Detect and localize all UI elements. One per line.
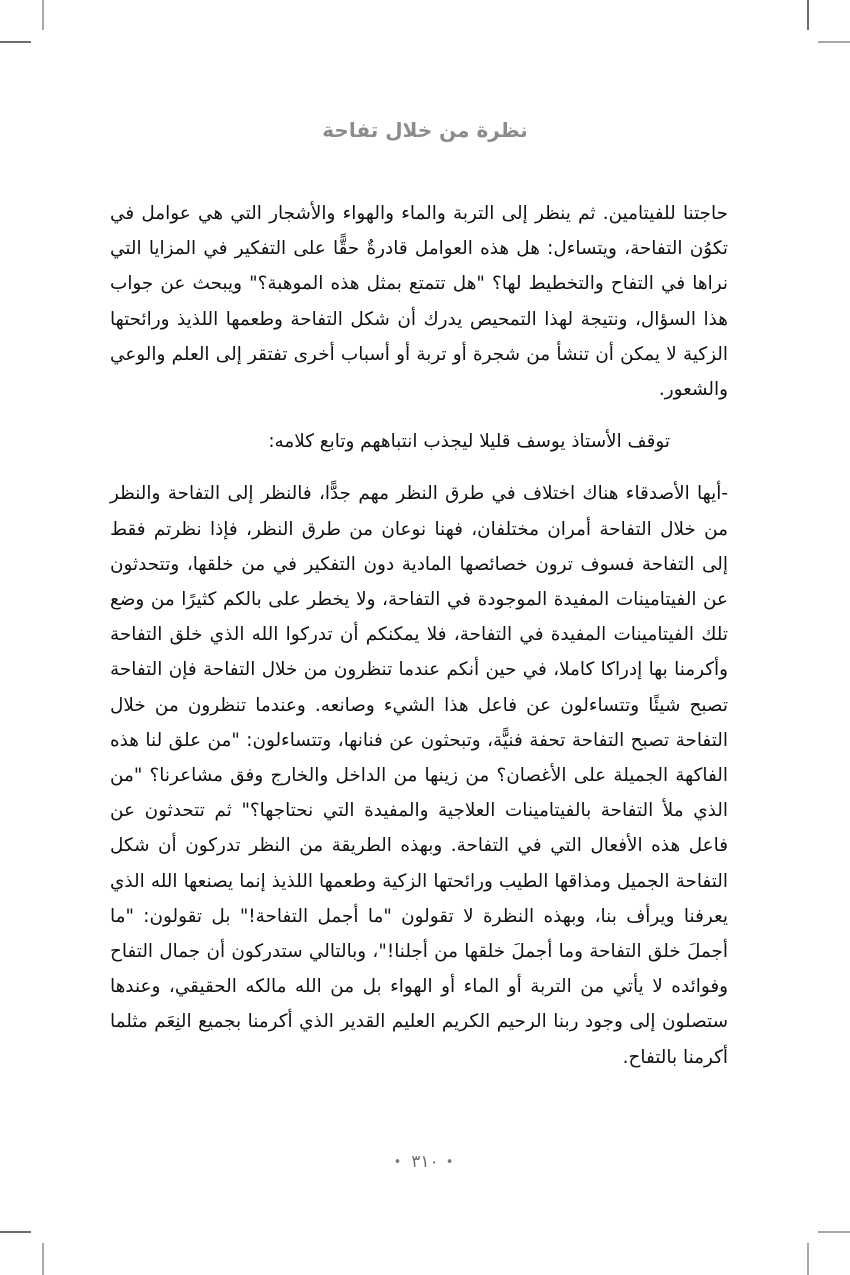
crop-mark-top-left-vertical [42, 0, 44, 30]
running-head: نظرة من خلال تفاحة [322, 118, 528, 142]
crop-mark-bottom-right-horizontal [818, 1231, 850, 1233]
crop-mark-top-left-horizontal [0, 41, 31, 43]
folio-dot-left: • [393, 1154, 405, 1170]
folio [0, 1152, 850, 1172]
paragraph-2: توقف الأستاذ يوسف قليلا ليجذب انتباههم وتابع كلامه: [268, 431, 670, 453]
crop-mark-top-right-horizontal [818, 41, 850, 43]
body-text [110, 196, 728, 1075]
crop-mark-bottom-left-vertical [42, 1243, 44, 1275]
folio-dot-right: • [445, 1154, 457, 1170]
crop-mark-bottom-left-horizontal [0, 1231, 31, 1233]
paragraph-3: -أيها الأصدقاء هناك اختلاف في طرق النظر مهم جدًّا، فالنظر إلى التفاحة والنظر من خلال التفاحة أمران مختلفان، فهنا نوعان من طرق النظر، فإذا نظرتم فقط إلى التفاحة فسوف ترون خصائصها المادية دون التفكير في من خلقها، وتتحدثون عن الفيتامينات المفيدة الموجودة في التفاحة، ولا يخطر على بالكم كثيرًا من وضع تلك الفيتامينات المفيدة في التفاحة، فلا يمكنكم أن تدركوا الله الذي خلق التفاحة وأكرمنا بها إدراكا كاملا، في حين أنكم عندما تنظرون من خلال التفاحة فإن التفاحة تصبح شيئًا وتتساءلون عن فاعل هذا الشيء وصانعه. وعندما تنظرون من خلال التفاحة تصبح التفاحة تحفة فنيًّة، وتبحثون عن فنانها، وتتساءلون: "من علق لنا هذه الفاكهة الجميلة على الأغصان؟ من زينها من الداخل والخارج وفق مشاعرنا؟ "من الذي ملأ التفاحة بالفيتامينات العلاجية والمفيدة التي نحتاجها؟" ثم تتحدثون عن فاعل هذه الأفعال التي في التفاحة. وبهذه الطريقة من النظر تدركون أن شكل التفاحة الجميل ومذاقها الطيب ورائحتها الزكية وطعمها اللذيذ إنما يصنعها الله الذي يعرفنا ويرأف بنا، وبهذه النظرة لا تقولون "ما أجمل التفاحة!" بل تقولون: "ما أجملَ خلق التفاحة وما أجملَ خلقها من أجلنا!"، وبالتالي ستدركون أن جمال التفاح وفوائده لا يأتي من التربة أو الماء أو الهواء بل من الله مالكه الحقيقي، وعندها ستصلون إلى وجود ربنا الرحيم الكريم العليم القدير الذي أكرمنا بجميع النِعَم مثلما أكرمنا بالتفاح. [110, 483, 728, 1068]
crop-mark-bottom-right-vertical [807, 1243, 809, 1275]
paragraph-1: حاجتنا للفيتامين. ثم ينظر إلى التربة والماء والهواء والأشجار التي هي عوامل في تكوُن التفاحة، ويتساءل: هل هذه العوامل قادرةٌ حقًّا على التفكير في المزايا التي نراها في التفاح والتخطيط لها؟ "هل تتمتع بمثل هذه الموهبة؟" ويبحث عن جواب هذا السؤال، ونتيجة لهذا التمحيص يدرك أن شكل التفاحة وطعمها اللذيذ ورائحتها الزكية لا يمكن أن تنشأ من شجرة أو تربة أو أسباب أخرى تفتقر إلى العلم والوعي والشعور. [110, 203, 728, 401]
crop-mark-top-right-vertical [807, 0, 809, 30]
page-number: ٣١٠ [411, 1152, 439, 1172]
